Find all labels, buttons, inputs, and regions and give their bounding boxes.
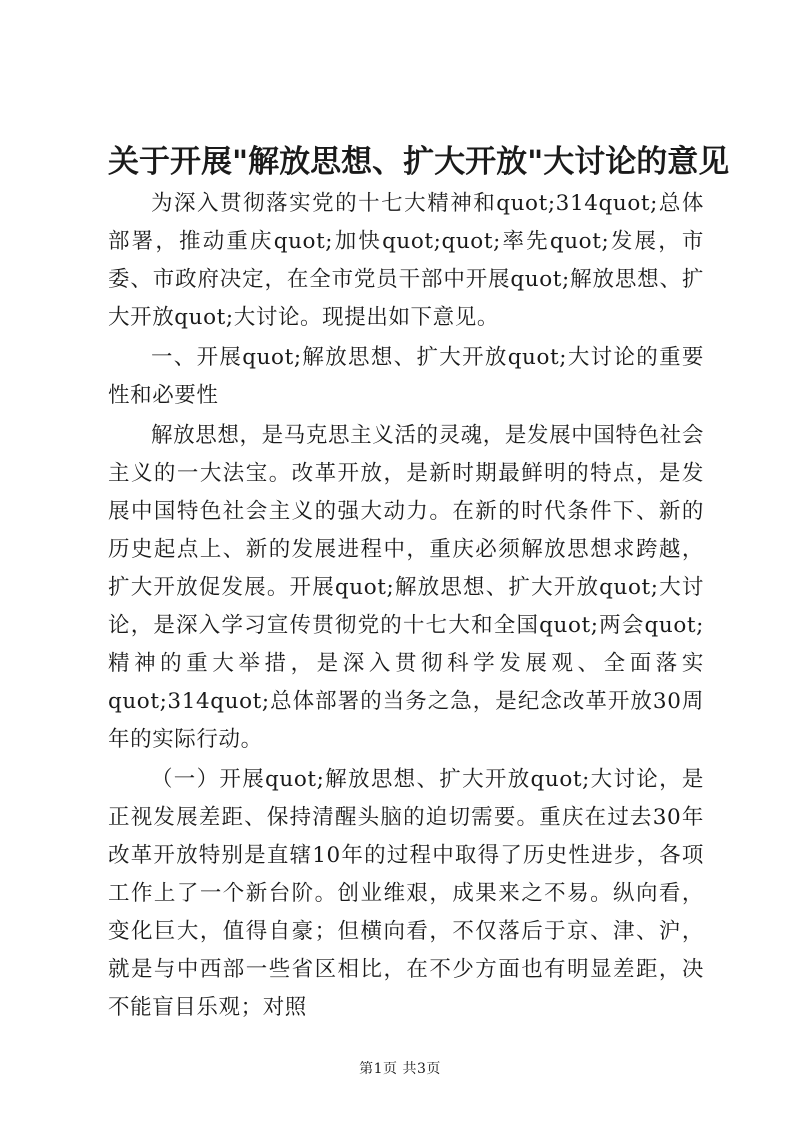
paragraph-intro: 为深入贯彻落实党的十七大精神和quot;314quot;总体部署，推动重庆quot;加快quot;quot;率先quot;发展，市委、市政府决定，在全市党员干部中开展quot;解放思想、扩大开放quot;大讨论。现提出如下意见。 — [108, 191, 704, 330]
page-footer: 第1页 共3页 — [359, 1061, 441, 1077]
document-body — [108, 185, 704, 1027]
section-heading-1: 一、开展quot;解放思想、扩大开放quot;大讨论的重要性和必要性 — [108, 345, 704, 408]
paragraph-subsection-1: （一）开展quot;解放思想、扩大开放quot;大讨论，是正视发展差距、保持清醒头脑的迫切需要。重庆在过去30年改革开放特别是直辖10年的过程中取得了历史性进步，各项工作上了一个新台阶。创业维艰，成果来之不易。纵向看，变化巨大，值得自豪；但横向看，不仅落后于京、津、沪，就是与中西部一些省区相比，在不少方面也有明显差距，决不能盲目乐观；对照 — [108, 767, 704, 1020]
paragraph-liberation: 解放思想，是马克思主义活的灵魂，是发展中国特色社会主义的一大法宝。改革开放，是新时期最鲜明的特点，是发展中国特色社会主义的强大动力。在新的时代条件下、新的历史起点上、新的发展进程中，重庆必须解放思想求跨越，扩大开放促发展。开展quot;解放思想、扩大开放quot;大讨论，是深入学习宣传贯彻党的十七大和全国quot;两会quot;精神的重大举措，是深入贯彻科学发展观、全面落实quot;314quot;总体部署的当务之急，是纪念改革开放30周年的实际行动。 — [108, 423, 704, 752]
document-title: 关于开展"解放思想、扩大开放"大讨论的意见 — [108, 144, 730, 180]
